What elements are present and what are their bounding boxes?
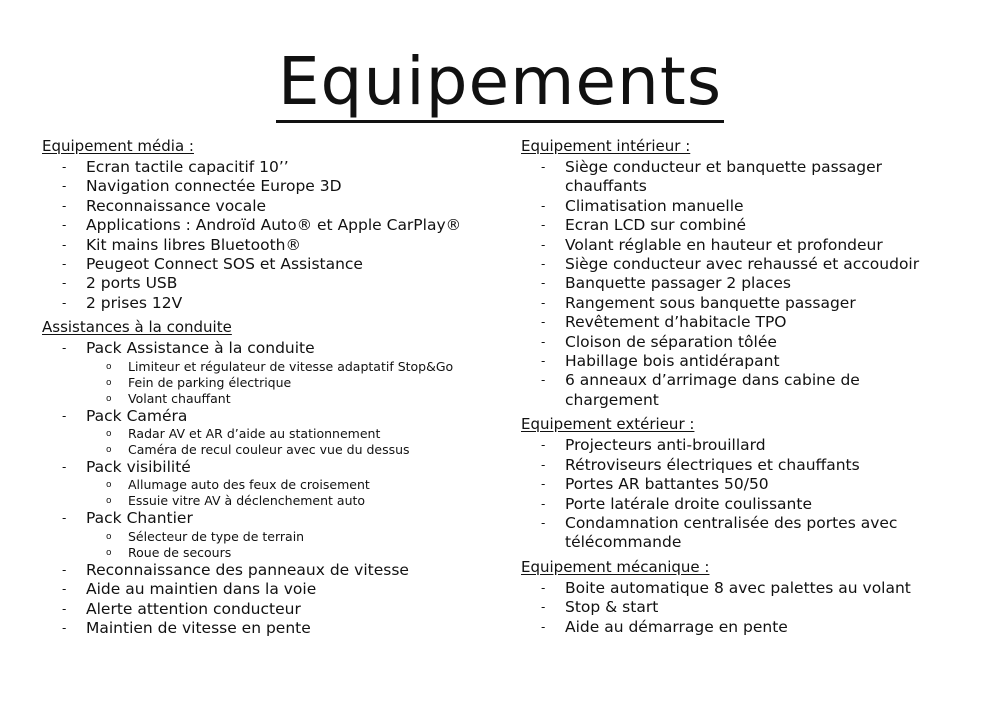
page-title	[0, 40, 1000, 124]
list-item: - Banquette passager 2 places	[521, 274, 991, 293]
sub-list-item: o Limiteur et régulateur de vitesse adaptatif Stop&Go	[86, 359, 512, 375]
list-item: - Stop & start	[521, 598, 991, 617]
sub-list-item: o Caméra de recul couleur avec vue du dessus	[86, 442, 512, 458]
assistances-list	[42, 339, 512, 638]
list-item: - 2 prises 12V	[42, 294, 512, 313]
list-item: - 2 ports USB	[42, 274, 512, 293]
list-item: - Rétroviseurs électriques et chauffants	[521, 456, 991, 475]
list-item: - Volant réglable en hauteur et profondeur	[521, 236, 991, 255]
section-heading-interieur: Equipement intérieur :	[521, 137, 691, 155]
pack-item	[42, 407, 512, 458]
list-item: - Alerte attention conducteur	[42, 600, 512, 619]
page-title-text: Equipements	[276, 44, 724, 123]
sub-list-item: o Essuie vitre AV à déclenchement auto	[86, 493, 512, 509]
sub-list-item: o Volant chauffant	[86, 391, 512, 407]
list-item: - Revêtement d’habitacle TPO	[521, 313, 991, 332]
pack-label: Pack Assistance à la conduite	[86, 339, 315, 358]
list-item: - Aide au démarrage en pente	[521, 618, 991, 637]
list-item: - Projecteurs anti-brouillard	[521, 436, 991, 455]
pack-label: Pack Caméra	[86, 406, 188, 425]
list-item: - Rangement sous banquette passager	[521, 294, 991, 313]
list-item: - Climatisation manuelle	[521, 197, 991, 216]
list-item: - 6 anneaux d’arrimage dans cabine de chargement	[521, 371, 991, 410]
sub-list-item: o Sélecteur de type de terrain	[86, 529, 512, 545]
list-item: - Peugeot Connect SOS et Assistance	[42, 255, 512, 274]
list-item: - Habillage bois antidérapant	[521, 352, 991, 371]
list-item: - Boite automatique 8 avec palettes au volant	[521, 579, 991, 598]
sub-list	[86, 426, 512, 458]
list-item: - Navigation connectée Europe 3D	[42, 177, 512, 196]
mecanique-list	[521, 579, 991, 637]
section-heading-mecanique: Equipement mécanique :	[521, 557, 710, 576]
exterieur-list	[521, 436, 991, 552]
list-item: - Siège conducteur et banquette passager chauffants	[521, 158, 991, 197]
pack-item	[42, 458, 512, 509]
list-item: - Siège conducteur avec rehaussé et accoudoir	[521, 255, 991, 274]
list-item: - Applications : Androïd Auto® et Apple CarPlay®	[42, 216, 512, 235]
sub-list	[86, 477, 512, 509]
pack-item	[42, 339, 512, 406]
sub-list-item: o Roue de secours	[86, 545, 512, 561]
pack-label: Pack Chantier	[86, 509, 193, 528]
list-item: - Porte latérale droite coulissante	[521, 495, 991, 514]
list-item: - Aide au maintien dans la voie	[42, 580, 512, 599]
sub-list	[86, 529, 512, 561]
sub-list-item: o Allumage auto des feux de croisement	[86, 477, 512, 493]
list-item: - Portes AR battantes 50/50	[521, 475, 991, 494]
list-item: - Kit mains libres Bluetooth®	[42, 236, 512, 255]
section-heading-exterieur: Equipement extérieur :	[521, 415, 695, 434]
list-item: - Reconnaissance des panneaux de vitesse	[42, 561, 512, 580]
list-item: - Cloison de séparation tôlée	[521, 333, 991, 352]
section-heading-assistances: Assistances à la conduite	[42, 318, 232, 337]
right-column	[521, 136, 991, 641]
sub-list-item: o Fein de parking électrique	[86, 375, 512, 391]
interieur-list	[521, 158, 991, 410]
list-item: - Ecran LCD sur combiné	[521, 216, 991, 235]
list-item: - Condamnation centralisée des portes avec télécommande	[521, 514, 991, 553]
sub-list	[86, 359, 512, 407]
left-column	[42, 136, 512, 643]
media-list	[42, 158, 512, 313]
list-item: - Reconnaissance vocale	[42, 197, 512, 216]
pack-item	[42, 509, 512, 560]
list-item: - Ecran tactile capacitif 10’’	[42, 158, 512, 177]
sub-list-item: o Radar AV et AR d’aide au stationnement	[86, 426, 512, 442]
list-item: - Maintien de vitesse en pente	[42, 619, 512, 638]
pack-label: Pack visibilité	[86, 458, 191, 477]
section-heading-media: Equipement média :	[42, 137, 194, 155]
